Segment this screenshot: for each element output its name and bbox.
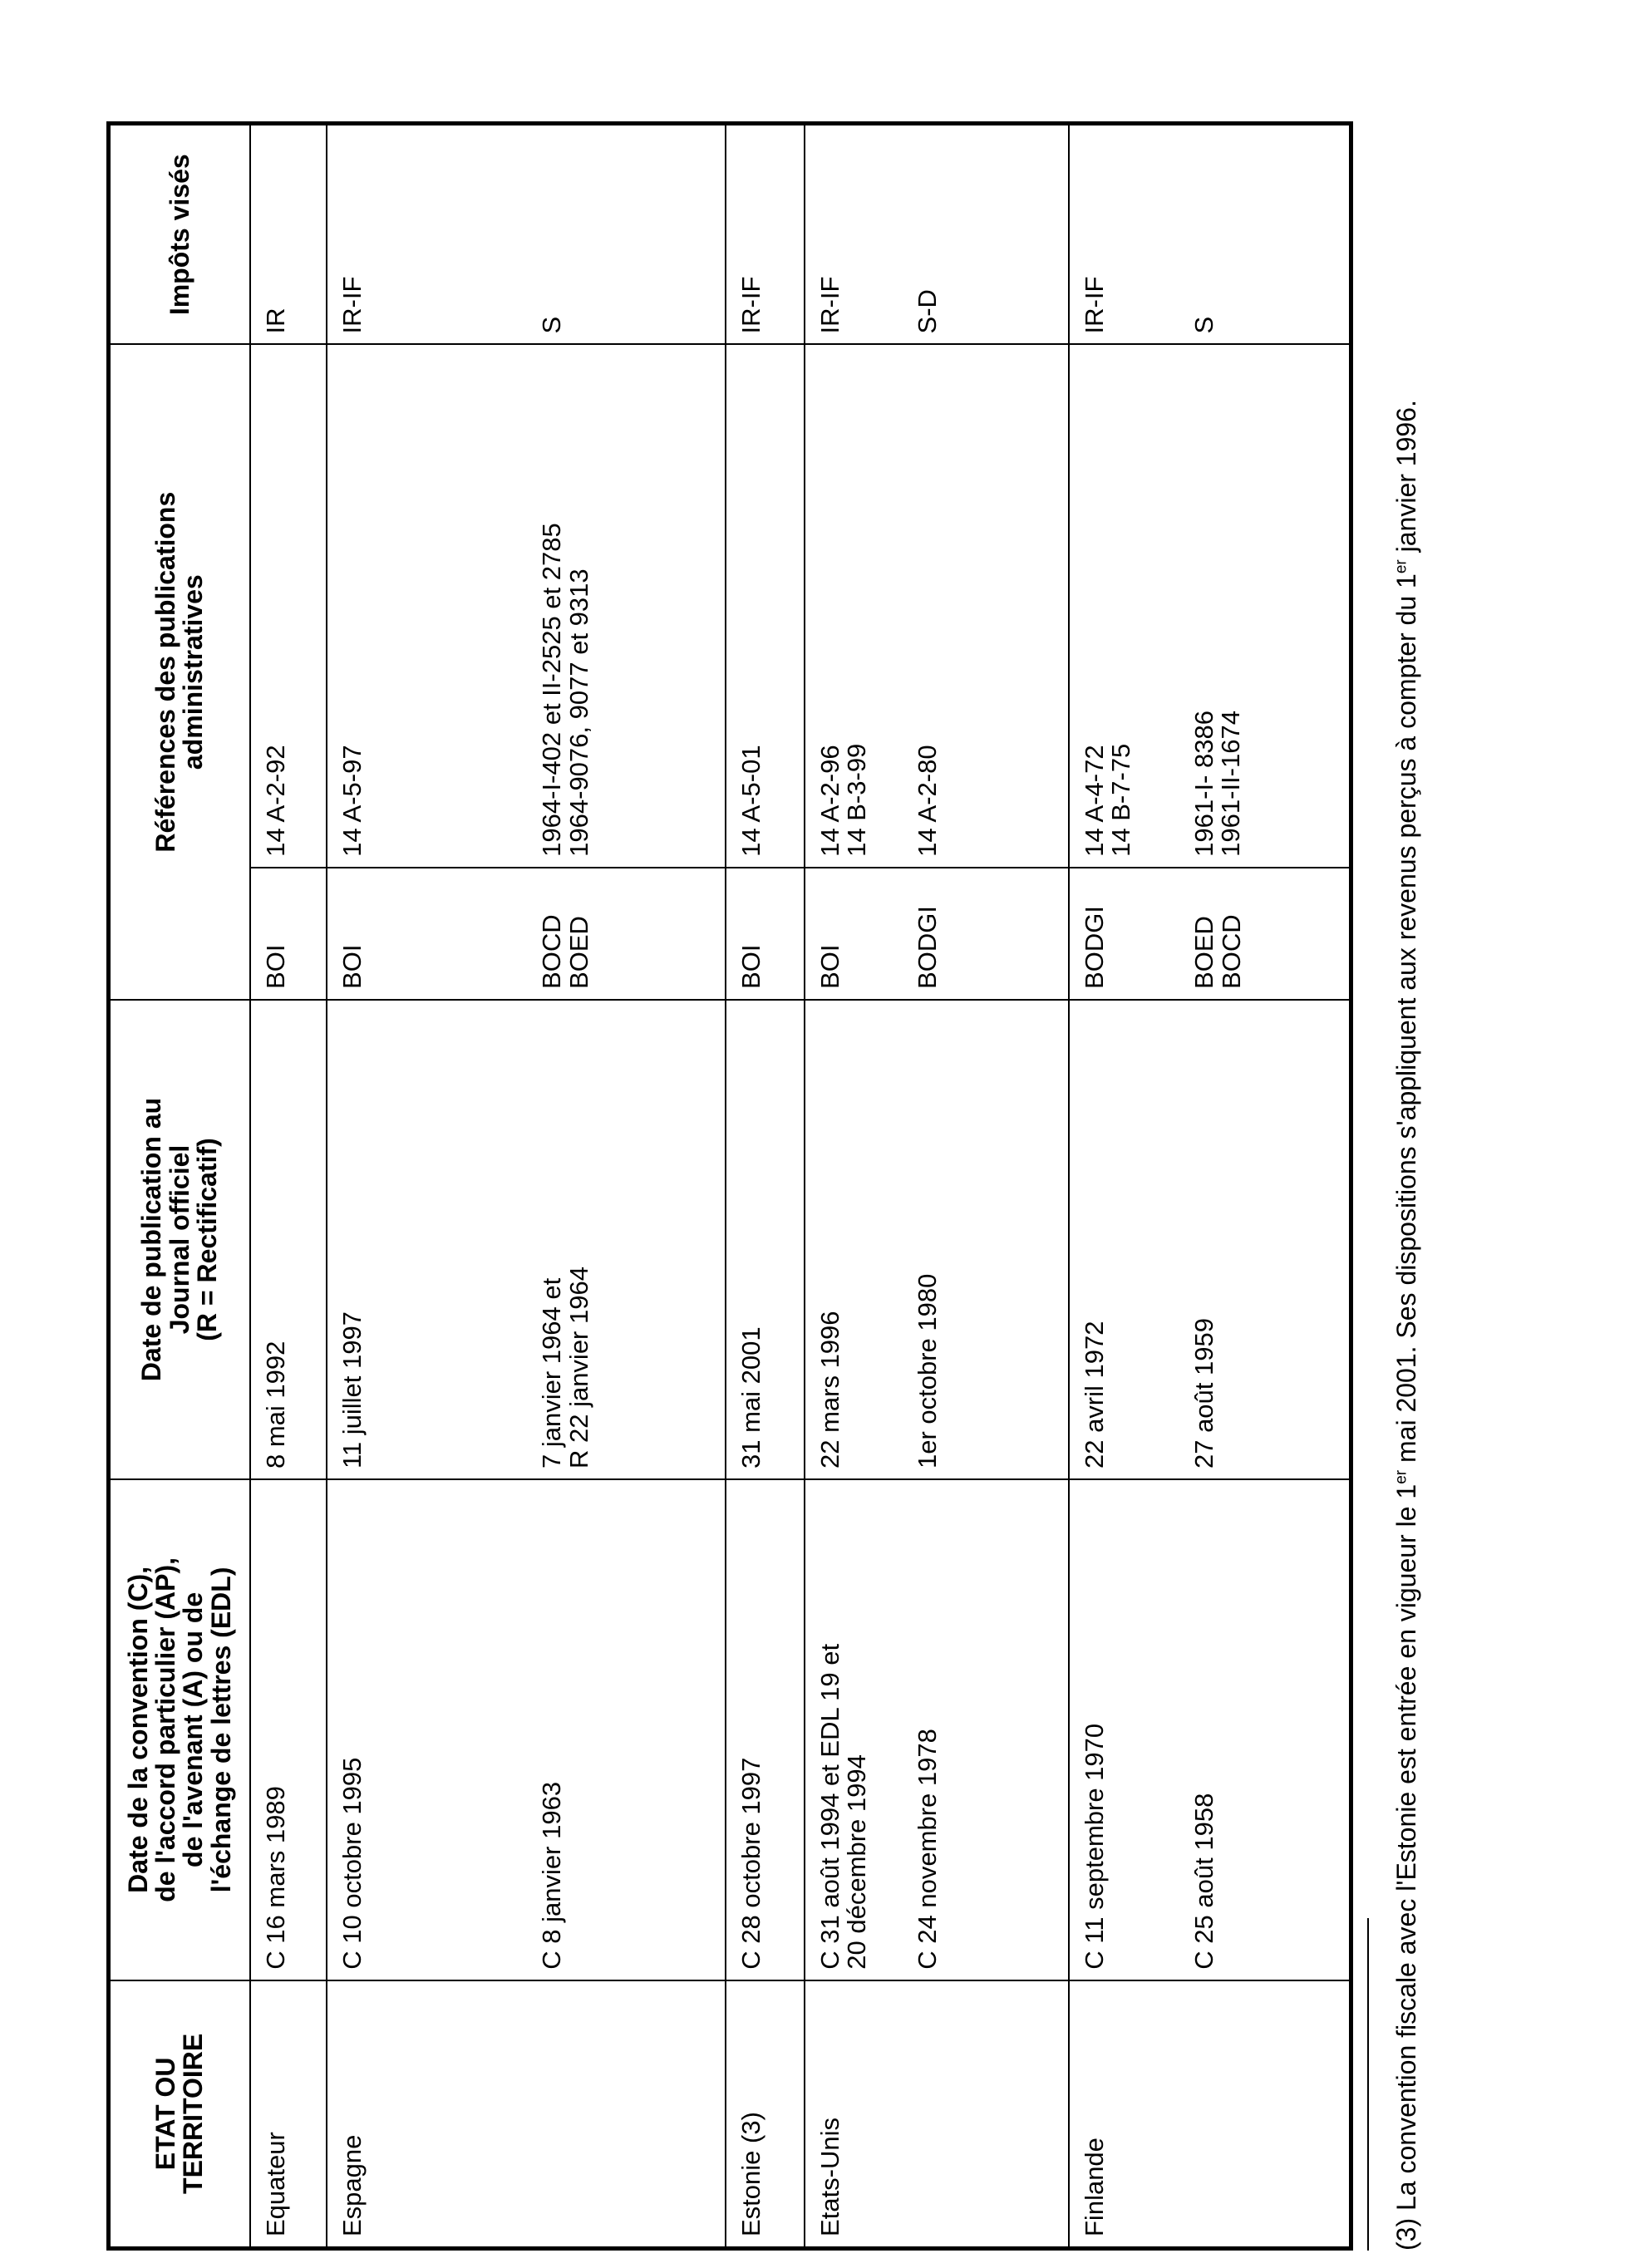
tax-cell: IR — [250, 124, 327, 345]
journal-cell: 22 avril 1972 27 août 1959 — [1069, 1000, 1351, 1479]
reference-cell: 14 A-5-97 1964-I-402 et II-2525 et 2785 1964-9076, 9077 et 9313 — [327, 344, 726, 867]
footnote-separator — [1367, 1918, 1369, 2251]
journal-cell: 11 juillet 1997 7 janvier 1964 et R 22 janvier 1964 — [327, 1000, 726, 1479]
table-row — [327, 124, 726, 2249]
state-cell: Estonie (3) — [726, 1980, 805, 2249]
reference-cell: 14 A-2-92 — [250, 344, 327, 867]
table-row — [726, 124, 805, 2249]
convention-cell: C 28 octobre 1997 — [726, 1479, 805, 1980]
tax-cell: IR-IF S — [327, 124, 726, 345]
state-cell: Espagne — [327, 1980, 726, 2249]
state-cell: Equateur — [250, 1980, 327, 2249]
header-references: Références des publications administratives — [109, 344, 250, 999]
header-date-convention: Date de la convention (C), de l'accord particulier (AP), de l'avenant (A) ou de l'échange de lettres (EDL) — [109, 1479, 250, 1980]
footnote: (3) La convention fiscale avec l'Estonie est entrée en vigueur le 1er mai 2001. Ses dispositions s'appliquent aux revenus perçus à compter du 1er janvier 1996. — [1391, 400, 1421, 2251]
convention-cell: C 31 août 1994 et EDL 19 et 20 décembre 1994 C 24 novembre 1978 — [805, 1479, 1069, 1980]
rotated-page — [106, 123, 1478, 2251]
convention-cell: C 16 mars 1989 — [250, 1479, 327, 1980]
publication-cell: BOI BODGI — [805, 868, 1069, 1000]
table-row — [805, 124, 1069, 2249]
tax-conventions-table — [106, 121, 1353, 2251]
publication-cell: BOI — [726, 868, 805, 1000]
journal-cell: 8 mai 1992 — [250, 1000, 327, 1479]
header-row — [109, 124, 250, 2249]
tax-cell: IR-IF S-D — [805, 124, 1069, 345]
table-row — [250, 124, 327, 2249]
tax-cell: IR-IF S — [1069, 124, 1351, 345]
state-cell: Etats-Unis — [805, 1980, 1069, 2249]
header-date-journal: Date de publication au Journal officiel (R = Rectificatif) — [109, 1000, 250, 1479]
publication-cell: BOI — [250, 868, 327, 1000]
header-state: ETAT OU TERRITOIRE — [109, 1980, 250, 2249]
publication-cell: BOI BOCD BOED — [327, 868, 726, 1000]
convention-cell: C 10 octobre 1995 C 8 janvier 1963 — [327, 1479, 726, 1980]
journal-cell: 31 mai 2001 — [726, 1000, 805, 1479]
table-row — [1069, 124, 1351, 2249]
reference-cell: 14 A-4-72 14 B-7-75 1961-I- 8386 1961-II-1674 — [1069, 344, 1351, 867]
tax-cell: IR-IF — [726, 124, 805, 345]
state-cell: Finlande — [1069, 1980, 1351, 2249]
publication-cell: BODGI BOED BOCD — [1069, 868, 1351, 1000]
journal-cell: 22 mars 1996 1er octobre 1980 — [805, 1000, 1069, 1479]
reference-cell: 14 A-5-01 — [726, 344, 805, 867]
header-taxes: Impôts visés — [109, 124, 250, 345]
reference-cell: 14 A-2-96 14 B-3-99 14 A-2-80 — [805, 344, 1069, 867]
convention-cell: C 11 septembre 1970 C 25 août 1958 — [1069, 1479, 1351, 1980]
